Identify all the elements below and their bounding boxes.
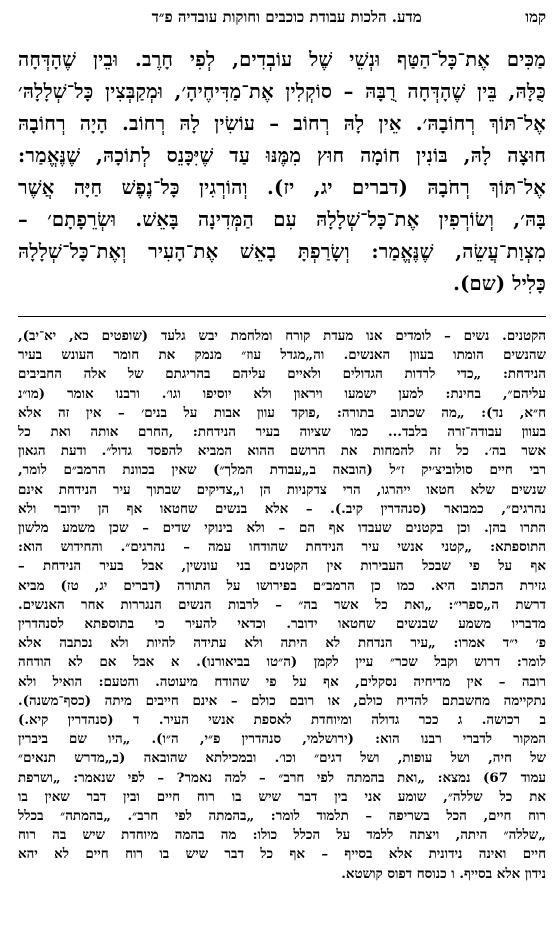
commentary-line: רובה – אין מדיחיה נסקלים, אף על פי שהודח מיעוטה. והטעם: הואיל ולא xyxy=(18,673,546,690)
commentary xyxy=(18,327,546,884)
commentary-line: רוח חיים, הכל בשריפה – תלמוד לומר: „בהמתה לפי חרב״. „בהמתה״ בכלל xyxy=(18,808,546,825)
main-text-line: מִצְוַת־עֲשֵׂה, שֶׁנֶּאֱמַר: וְשָׂרַפְתָּ בָאֵשׁ אֶת־הָעִיר וְאֶת־כָּל־שְׁלָלָהּ xyxy=(18,240,546,263)
commentary-line: מדבריו משמע שבנשים שחטאו ידובר. וכדאי להעיר כי בתוספתא לסנהדרין xyxy=(18,616,546,633)
commentary-line: חיים ואינה נידונית אלא בסייף – אף כל דבר שיש בו רוח חיים לא יהא xyxy=(18,846,546,863)
commentary-line: ב רכושה. ג ככר גדולה ומיוחדת לאספת אנשי העיר. ד (סנהדרין קיא.) xyxy=(18,712,546,729)
commentary-line: עליהם״, בחינת: למען ישמעו ויראון ולא יוסיפו וגו׳. ורבנו אומר (מו״נ xyxy=(18,385,546,402)
main-text-line: אֶל־תּוֹךְ רְחֹבָהּ (דברים יג, יז). וְהוֹרְגִין כָּל־נֶפֶשׁ חַיָּה אֲשֶׁר xyxy=(18,176,546,199)
commentary-line: רבי חיים סולוביצ׳יק ז״ל (הובאה ב„עבודת המלך״) שאין בכוונת הרמב״ם לומר, xyxy=(18,462,546,479)
commentary-line: ח״א, נד): „מה שכתוב בתורה: ‚פוקד עוון אבות על בנים׳ – אין זה אלא xyxy=(18,404,546,421)
divider xyxy=(18,316,546,317)
main-text-line: מַכִּים אֶת־כָּל־הַטַּף וּנְשֵׁי שֶׁל עוֹבְדִים, לְפִי חָרֶב. וּבֵין שֶׁהָדְּחָה xyxy=(18,48,546,71)
main-text xyxy=(18,44,546,300)
page-number: קמו xyxy=(525,8,546,26)
page-header xyxy=(18,8,546,38)
commentary-line: נתקיימה מחשבתם להדיח כולם, או רובם כולם – אינם חייבים מיתה (כסף־משנה). xyxy=(18,692,546,709)
main-text-line: אֶל־תּוֹךְ רְחוֹבָהּ׳. אֵין לָהּ רְחוֹב – עוֹשִׂין לָהּ רְחוֹב. הָיָה רְחוֹבָהּ xyxy=(18,112,546,135)
main-text-line: כֻּלָּהּ, בֵּין שֶׁהָדְּחָה רֻבָּהּ – סוֹקְלִין אֶת־מַדִּיחֶיהָ׳, וּמְקַבְּצִין כָּל־שְׁלָלָהּ׳ xyxy=(18,80,546,103)
commentary-line: „שללה״ היתה, ויצתה ללמד על הכלל כולו: מה בהמה מיוחדת שיש בה רוח xyxy=(18,827,546,844)
commentary-line: של חיה, ושל עופות, ושל דגים״ וכו׳. ובמכילתא שהובאה (ב„מדרש תנאים״ xyxy=(18,750,546,767)
commentary-line: שהנשים הומתו בעוון האנשים. וה„מגדל עוז״ מנמק את חומר העונש בעיר xyxy=(18,347,546,364)
commentary-line: בעוון עבודה־זרה בלבד... כמו שציוה בעיר הנידחת: ‚החרם אותה ואת כל xyxy=(18,424,546,441)
main-text-line: בָּהּ׳, וְשׂוֹרְפִין אֶת־כָּל־שְׁלָלָהּ עִם הַמְּדִינָה בָּאֵשׁ. וּשְׂרֵפָתָם׳ – xyxy=(18,208,546,231)
commentary-line: אשר בה׳. כל זה להמחות את הרושם ההוא המביא להפסד גדול״. ודעת הגאון xyxy=(18,443,546,460)
main-text-line: כָּלִיל (שם). xyxy=(453,272,546,295)
running-head: מדע. הלכות עבודת כוכבים וחוקות עובדיה פ״ד xyxy=(151,8,422,26)
commentary-line: גזירת הכתוב היא. כמו כן הרמב״ם בפירושו על התורה (דברים יג, טז) מביא xyxy=(18,577,546,594)
commentary-line: לומר: דרוש וקבל שכר״ עיין לקמן (ה״טו בביאורנו). א אבל אם לא הודחה xyxy=(18,654,546,671)
commentary-line: נידון אלא בסייף. ו כנוסח דפוס קושטא. xyxy=(341,865,546,882)
commentary-line: אף על פי שבכל העבירות אין הקטנים בני עונשין, אבל בעיר הנידחת – xyxy=(18,558,546,575)
commentary-line: את כל שללה״, שומע אני בין דבר שיש בו רוח חיים ובין דבר שאין בו xyxy=(18,788,546,805)
commentary-line: דרשת ה„ספרי״: „ואת כל אשר בה״ – לרבות הנשים הנגררות אחר האנשים. xyxy=(18,596,546,613)
commentary-line: המקור לדברי רבנו הוא: (ירושלמי, סנהדרין פ״י, ה״ו). „היו שם ביברין xyxy=(18,731,546,748)
commentary-line: התוספתא: „קטני אנשי עיר הנידחת שהודחו עמה – נהרגים״. והחידוש הוא: xyxy=(18,539,546,556)
commentary-line: פ׳ י״ד אמרו: „עיר הנדחת לא היתה ולא עתידה להיות ולא נכתבה אלא xyxy=(18,635,546,652)
commentary-line: התרו בהן. וכן בקטנים שעבדו אף הם – ולא בינוקי שדים – שכן משמע מלשון xyxy=(18,520,546,537)
commentary-line: שנשים שלא חטאו ייהרגו, הרי צדקניות הן ו„צדיקים שבתוך עיר הנידחת אינם xyxy=(18,481,546,498)
commentary-line: עמוד 67) נמצא: „ואת בהמתה לפי חרב״ – למה נאמר? – לפי שנאמר: „ושרפת xyxy=(18,769,546,786)
commentary-line: הקטנים. נשים – לומדים אנו מעדת קורח ומלחמת יבש גלעד (שופטים כא, יא־יב), xyxy=(18,328,546,344)
commentary-line: נהרגים״, כמבואר (סנהדרין קיב.). – אלא בנשים שחטאו אף הן ידובר ולא xyxy=(18,500,546,517)
commentary-line: הנידחת: „כדי לרדות הגדולים ולאיים עליהם בהריגתם של אלה החביבים xyxy=(18,366,546,383)
main-text-line: חוּצָה לָהּ, בּוֹנִין חוֹמָה חוּץ מִמֶּנּוּ עַד שֶׁיִּכָּנֵס לְתוֹכָהּ, שֶׁנֶּאֱמַר: xyxy=(18,144,546,167)
